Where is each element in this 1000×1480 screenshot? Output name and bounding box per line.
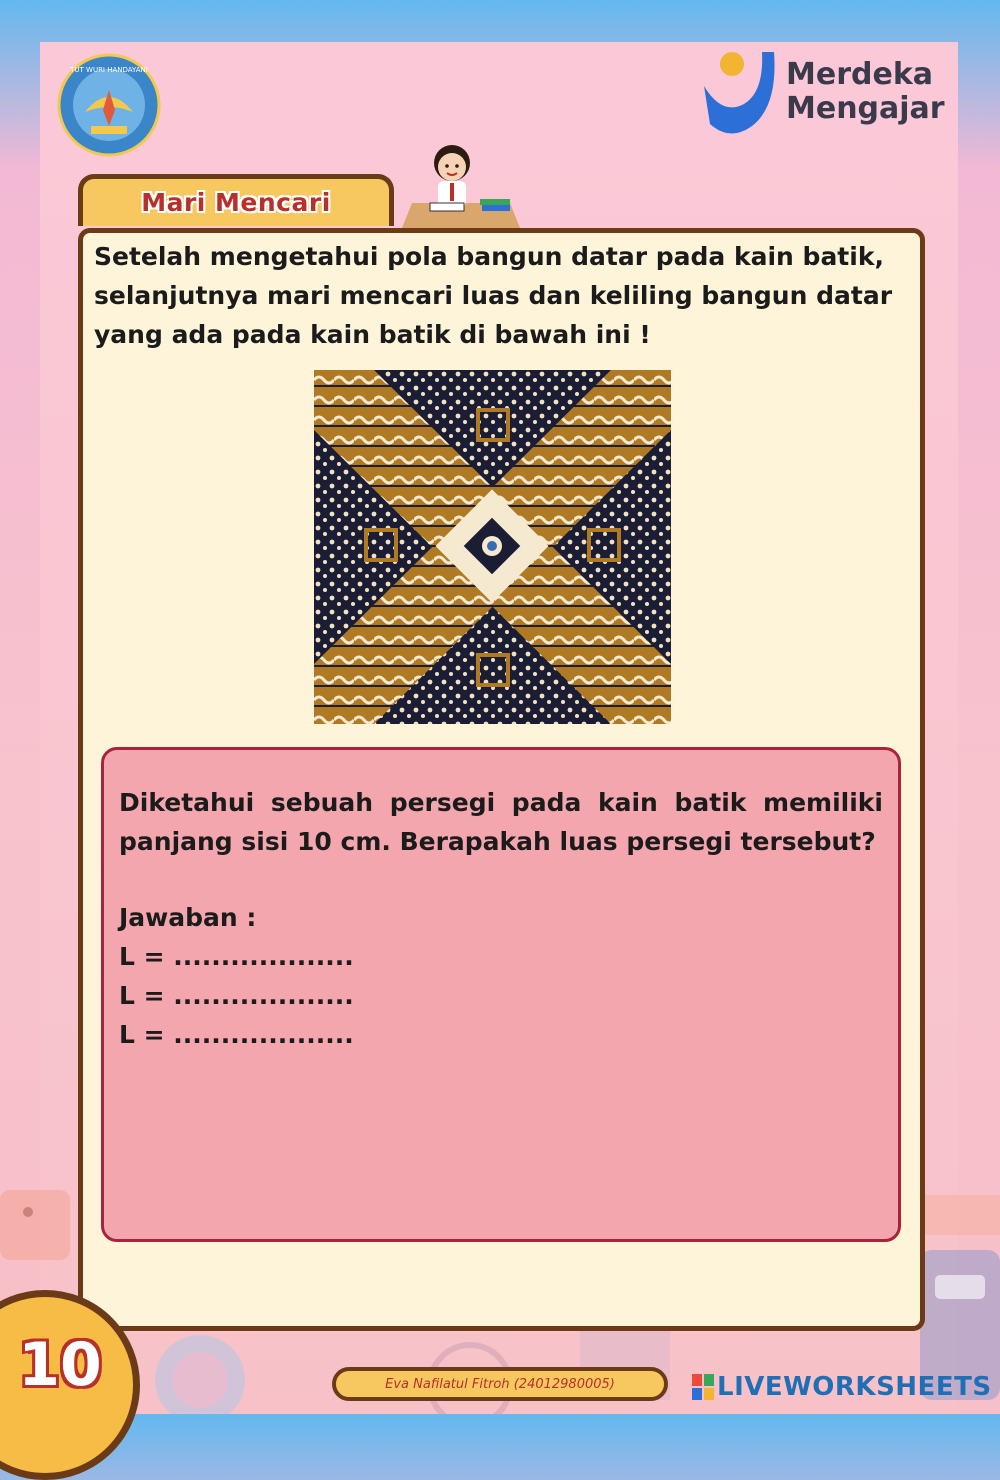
author-name: Eva Nafilatul Fitroh (24012980005) (385, 1376, 615, 1392)
question-text: Diketahui sebuah persegi pada kain batik memiliki panjang sisi 10 cm. Berapakah luas persegi tersebut? (119, 788, 883, 856)
answer-line-1[interactable]: L = ................... (119, 942, 354, 971)
tut-wuri-logo-text: TUT WURI HANDAYANI (70, 66, 148, 74)
answer-label: Jawaban : (119, 903, 257, 932)
logo-mengajar-text: Mengajar (786, 91, 945, 126)
merdeka-mengajar-icon (700, 46, 780, 144)
liveworksheets-brand (692, 1372, 992, 1402)
answer-line-2[interactable]: L = ................... (119, 981, 354, 1010)
answer-line-3[interactable]: L = ................... (119, 1020, 354, 1049)
student-girl-illustration (400, 133, 522, 233)
merdeka-mengajar-logo (700, 46, 955, 144)
intro-text: Setelah mengetahui pola bangun datar pada kain batik, selanjutnya mari mencari luas dan keliling bangun datar yang ada pada kain batik di bawah ini ! (94, 242, 893, 349)
page-number: 10 (18, 1330, 102, 1400)
liveworksheets-text: LIVEWORKSHEETS (717, 1372, 992, 1402)
section-tab (78, 174, 394, 226)
author-label (332, 1367, 668, 1401)
section-tab-label: Mari Mencari (141, 188, 331, 217)
logo-merdeka-text: Merdeka (786, 57, 934, 92)
tut-wuri-handayani-logo (55, 52, 163, 158)
liveworksheets-icon (692, 1374, 714, 1400)
batik-pattern-image (314, 370, 671, 724)
